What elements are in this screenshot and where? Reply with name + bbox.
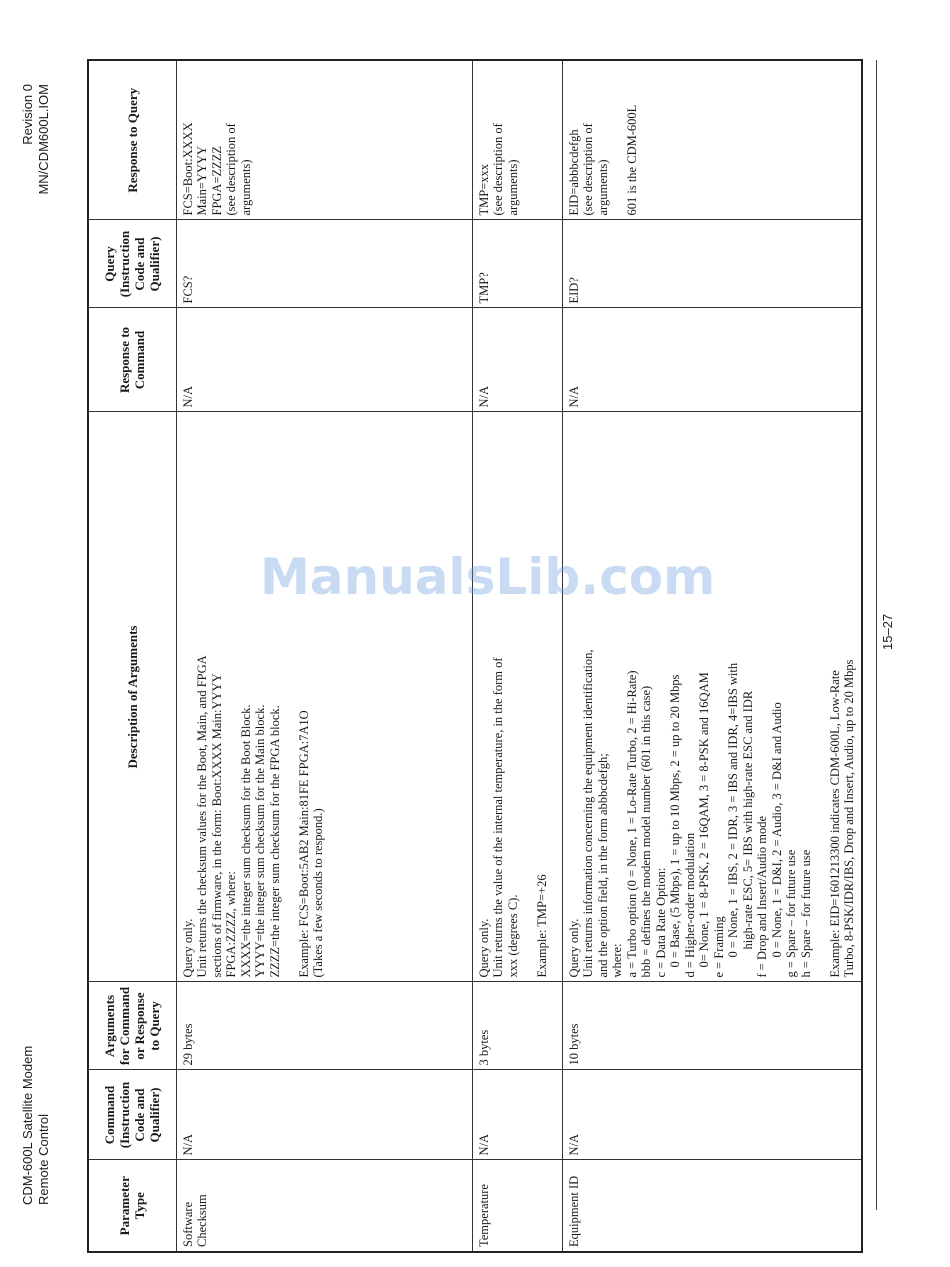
spacer <box>610 65 625 216</box>
spacer <box>813 417 828 978</box>
description-line: d = Higher-order modulation <box>682 832 697 978</box>
description-line: YYYY=the integer sum checksum for the Main block. <box>253 704 267 978</box>
remote-command-table <box>87 59 863 1253</box>
description-line: ZZZZ=the integer sum checksum for the FPGA block. <box>267 705 282 978</box>
column-header-parameter-type: Parameter Type <box>88 1160 176 1252</box>
spacer <box>520 417 535 978</box>
description-line: Query only. <box>180 918 195 978</box>
response-line: arguments) <box>238 159 253 216</box>
cell-description <box>176 412 472 982</box>
cell-response-to-query <box>472 60 562 220</box>
description-example: Turbo, 8-PSK/IDR/IBS, Drop and Insert, Audio, up to 20 Mbps <box>842 659 856 978</box>
table-row-software-checksum <box>176 60 472 1252</box>
description-line: where: <box>610 943 624 978</box>
description-example: Example: EID=1601213300 indicates CDM-600L, Low-Rate <box>827 670 842 978</box>
description-line: (Takes a few seconds to respond.) <box>311 808 325 978</box>
cell-response-to-query <box>562 60 862 220</box>
description-line: h = Spare – for future use <box>798 849 813 978</box>
description-line: Unit returns the checksum values for the Boot, Main, and FPGA <box>195 655 209 978</box>
cell-parameter-type: Equipment ID <box>562 1160 862 1252</box>
response-line: FPGA=ZZZZ <box>209 145 224 216</box>
cell-parameter-type: Software Checksum <box>176 1160 472 1252</box>
response-line: FCS=Boot:XXXX <box>180 122 195 216</box>
description-line: f = Drop and Insert/Audio mode <box>755 815 769 978</box>
description-line: bbb = defines the modem model number (601 in this case) <box>639 685 653 978</box>
description-line: xxx (degrees C). <box>505 894 520 978</box>
response-line: Main=YYYY <box>195 145 209 216</box>
cell-description <box>472 412 562 982</box>
response-line: (see description of <box>581 123 595 216</box>
response-line: (see description of <box>491 123 505 216</box>
response-line: arguments) <box>505 159 520 216</box>
description-line: 0 = Base, (5 Mbps), 1 = up to 10 Mbps, 2 = up to 20 Mbps <box>668 674 682 968</box>
column-header-response-to-query: Response to Query <box>88 60 176 220</box>
cell-command: N/A <box>176 1070 472 1160</box>
description-line: 0 = None, 1 = IBS, 2 = IDR, 3 = IBS and IDR, 4=IBS with <box>726 662 740 958</box>
cell-parameter-type: Temperature <box>472 1160 562 1252</box>
description-line: Query only. <box>566 918 581 978</box>
section-title: Remote Control <box>36 1113 51 1205</box>
response-line: arguments) <box>595 159 610 216</box>
table-row-equipment-id <box>562 60 862 1252</box>
cell-command: N/A <box>472 1070 562 1160</box>
column-header-query: Query (Instruction Code and Qualifier) <box>88 220 176 308</box>
spacer <box>282 417 297 978</box>
description-example: Example: FCS=Boot:5AB2 Main:81FE FPGA:7A1O <box>296 710 311 978</box>
cell-response-to-command: N/A <box>472 308 562 412</box>
cell-description <box>562 412 862 982</box>
description-line: Unit returns information concerning the equipment identification, <box>581 649 595 978</box>
cell-arguments: 10 bytes <box>562 982 862 1070</box>
table-header-row <box>88 60 176 1252</box>
document-id: MN/CDM600L.IOM <box>36 84 51 195</box>
description-line: and the option field, in the form abbbcdefgh; <box>595 753 610 978</box>
response-line: 601 is the CDM-600L <box>624 104 639 216</box>
description-line: high-rate ESC, 5= IBS with high-rate ESC and IDR <box>740 690 755 950</box>
cell-arguments: 3 bytes <box>472 982 562 1070</box>
page-number: 15–27 <box>880 613 895 650</box>
watermark-logo: ManualsLib.com <box>260 548 716 606</box>
description-line: c = Data Rate Option: <box>653 867 668 978</box>
response-line: TMP=xxx <box>476 163 491 216</box>
cell-query: FCS? <box>176 220 472 308</box>
cell-response-to-command: N/A <box>562 308 862 412</box>
description-line: a = Turbo option (0 = None, 1 = Lo-Rate Turbo, 2 = Hi-Rate) <box>624 670 639 978</box>
description-line: 0= None, 1 = 8-PSK, 2 = 16QAM, 3 = 8-PSK and 16QAM <box>697 672 711 968</box>
column-header-command: Command (Instruction Code and Qualifier) <box>88 1070 176 1160</box>
cell-command: N/A <box>562 1070 862 1160</box>
table-row-temperature <box>472 60 562 1252</box>
cell-query: EID? <box>562 220 862 308</box>
command-table-container <box>87 61 856 1253</box>
response-line: EID=abbbcdefgh <box>566 129 581 216</box>
description-line: Query only. <box>476 918 491 978</box>
cell-query: TMP? <box>472 220 562 308</box>
page-header-right <box>20 84 52 219</box>
column-header-description: Description of Arguments <box>88 412 176 982</box>
description-line: Unit returns the value of the internal temperature, in the form of <box>491 657 505 978</box>
description-line: 0 = None, 1 = D&I, 2 = Audio, 3 = D&I and Audio <box>769 702 784 958</box>
product-title: CDM-600L Satellite Modem <box>20 1045 35 1205</box>
description-line: g = Spare – for future use <box>784 849 798 978</box>
page-header-left <box>20 1046 52 1205</box>
description-example: Example: TMP=+26 <box>534 874 549 978</box>
description-line: FPGA:ZZZZ, where: <box>224 871 238 978</box>
cell-arguments: 29 bytes <box>176 982 472 1070</box>
description-line: XXXX=the integer sum checksum for the Boot Block. <box>238 704 253 978</box>
column-header-arguments: Arguments for Command or Response to Query <box>88 982 176 1070</box>
description-line: e = Framing <box>711 916 726 978</box>
cell-response-to-query <box>176 60 472 220</box>
revision-label: Revision 0 <box>20 84 35 145</box>
response-line: (see description of <box>224 123 238 216</box>
cell-response-to-command: N/A <box>176 308 472 412</box>
description-line: sections of firmware, in the form: Boot:XXXX Main:YYYY <box>209 673 224 978</box>
column-header-response-to-command: Response to Command <box>88 308 176 412</box>
footer-rule <box>876 60 877 1210</box>
